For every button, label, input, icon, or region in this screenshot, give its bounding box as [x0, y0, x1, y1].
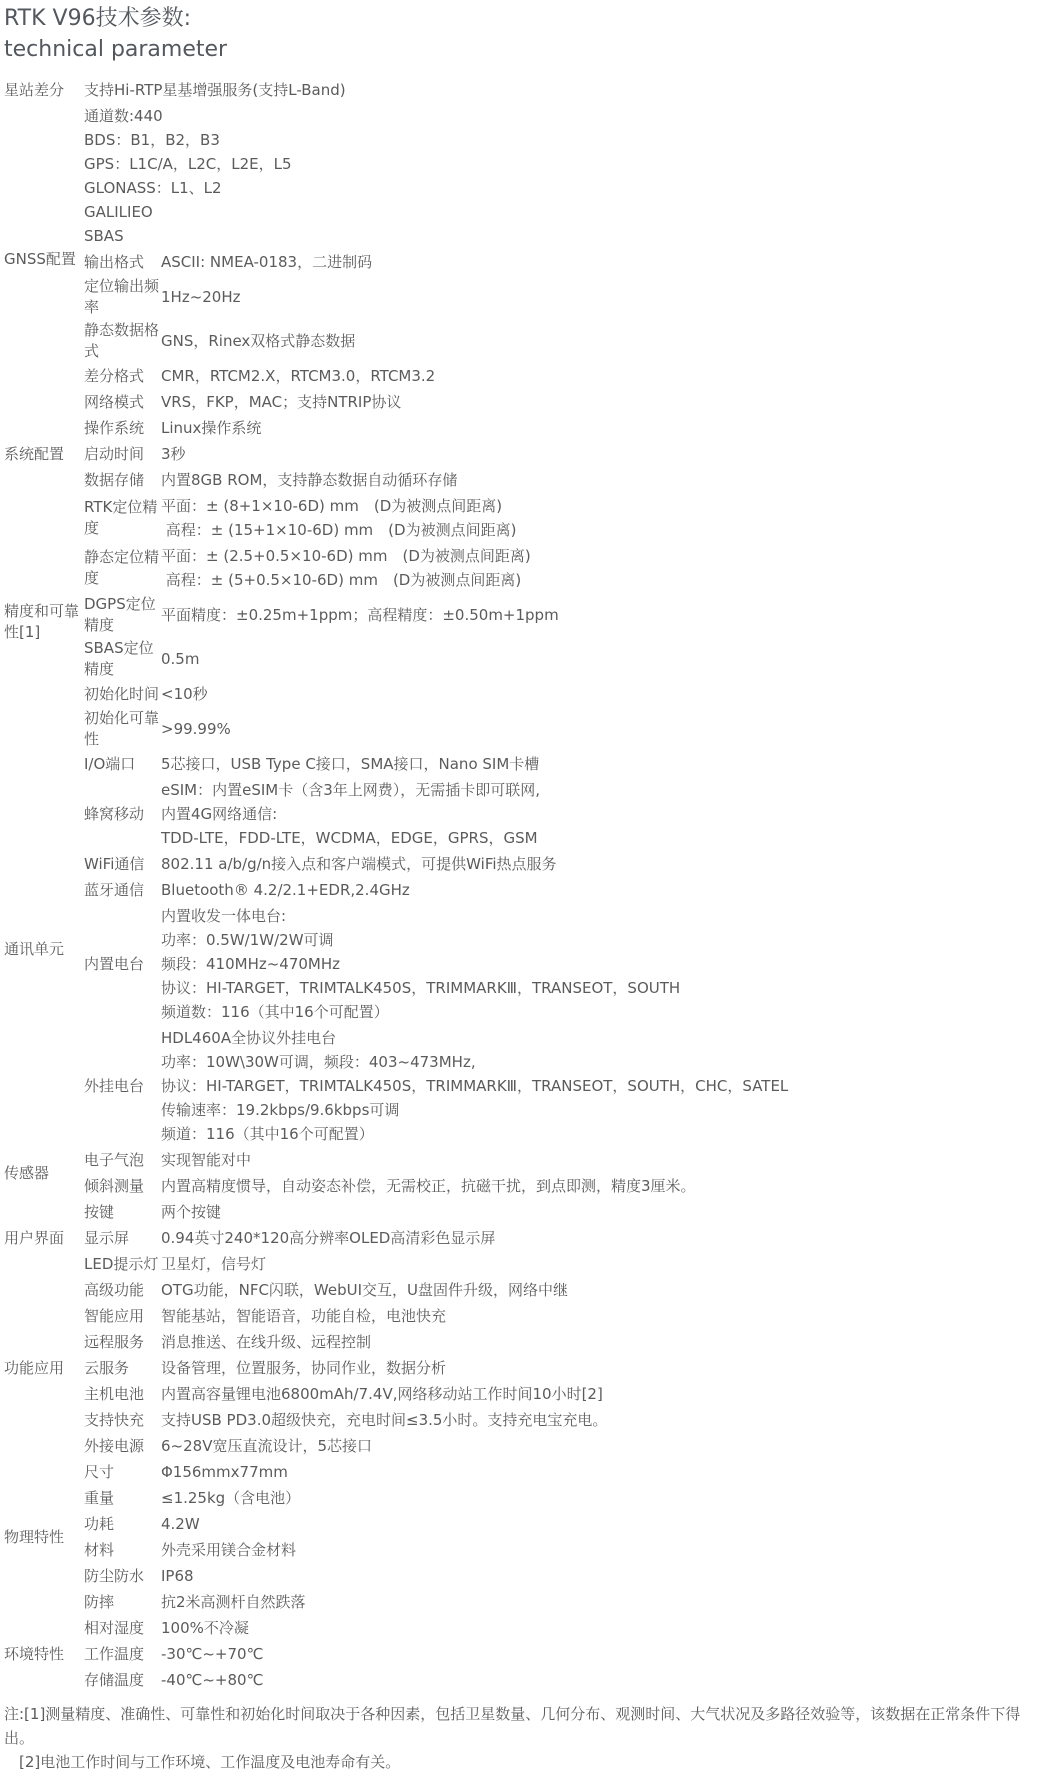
- value-cell: [161, 1277, 1034, 1303]
- value-cell: [161, 1641, 1034, 1667]
- value-line: IP68: [161, 1567, 194, 1585]
- page-title: [4, 3, 1034, 65]
- table-row: [4, 1485, 1034, 1511]
- table-row: [4, 77, 1034, 103]
- value-line: TDD-LTE，FDD-LTE，WCDMA，EDGE，GPRS，GSM: [161, 829, 538, 847]
- param-cell: 倾斜测量: [84, 1176, 145, 1195]
- value-line: 0.5m: [161, 650, 200, 668]
- value-line: 设备管理，位置服务，协同作业，数据分析: [161, 1359, 447, 1377]
- table-row: [4, 1173, 1034, 1199]
- value-line: 智能基站，智能语音，功能自检，电池快充: [161, 1307, 447, 1325]
- value-cell: [161, 1537, 1034, 1563]
- param-cell: 重量: [84, 1488, 115, 1507]
- table-row: [4, 593, 1034, 637]
- value-line: GALILIEO: [84, 203, 153, 221]
- table-row: [4, 1433, 1034, 1459]
- category-cell: 精度和可靠性[1]: [4, 602, 80, 641]
- value-line: 频道：116（其中16个可配置）: [161, 1125, 374, 1143]
- param-cell: 支持快充: [84, 1410, 145, 1429]
- table-row: [4, 1251, 1034, 1277]
- table-row: [4, 681, 1034, 707]
- table-row: [4, 1225, 1034, 1251]
- param-cell: 外接电源: [84, 1436, 145, 1455]
- value-line: 1Hz~20Hz: [161, 288, 241, 306]
- table-row: [4, 851, 1034, 877]
- value-cell: [161, 1615, 1034, 1641]
- value-cell: [161, 851, 1034, 877]
- table-row: [4, 275, 1034, 319]
- value-cell: [161, 1433, 1034, 1459]
- value-line: 消息推送、在线升级、远程控制: [161, 1333, 372, 1351]
- value-cell: [161, 1485, 1034, 1511]
- param-cell: 存储温度: [84, 1670, 145, 1689]
- value-line: 内置收发一体电台:: [161, 907, 287, 925]
- value-cell: [161, 637, 1034, 681]
- table-row: [4, 493, 1034, 543]
- param-cell: 定位输出频率: [84, 277, 160, 316]
- category-cell: 物理特性: [4, 1527, 65, 1546]
- table-row: [4, 1381, 1034, 1407]
- value-cell: [161, 903, 1034, 1025]
- value-line: VRS，FKP，MAC；支持NTRIP协议: [161, 393, 402, 411]
- value-line: 3秒: [161, 445, 186, 463]
- value-line: 抗2米高测杆自然跌落: [161, 1593, 306, 1611]
- param-cell: 按键: [84, 1202, 115, 1221]
- table-row: [4, 1147, 1034, 1173]
- value-cell: [161, 415, 1034, 441]
- table-row: [4, 1667, 1034, 1693]
- table-row: [4, 1537, 1034, 1563]
- value-line: GLONASS：L1、L2: [84, 179, 222, 197]
- value-line: GNS，Rinex双格式静态数据: [161, 332, 356, 350]
- param-cell: 防尘防水: [84, 1566, 145, 1585]
- spec-table: [4, 77, 1034, 1693]
- value-cell: [161, 777, 1034, 851]
- table-row: [4, 903, 1034, 1025]
- table-row: [4, 1355, 1034, 1381]
- value-line: -40℃~+80℃: [161, 1671, 264, 1689]
- table-row: [4, 441, 1034, 467]
- value-line: 平面：± (8+1×10-6D) mm (D为被测点间距离): [161, 497, 503, 515]
- value-line: 平面精度：±0.25m+1ppm；高程精度：±0.50m+1ppm: [161, 606, 559, 624]
- value-cell: [161, 1459, 1034, 1485]
- category-cell: 通讯单元: [4, 939, 65, 958]
- param-cell: 电子气泡: [84, 1150, 145, 1169]
- value-line: 平面：± (2.5+0.5×10-6D) mm (D为被测点间距离): [161, 547, 531, 565]
- value-line: OTG功能，NFC闪联，WebUI交互，U盘固件升级，网络中继: [161, 1281, 569, 1299]
- table-row: [4, 1563, 1034, 1589]
- value-cell: [161, 681, 1034, 707]
- table-row: [4, 1277, 1034, 1303]
- param-cell: 内置电台: [84, 954, 145, 973]
- value-cell: [161, 593, 1034, 637]
- value-cell: [161, 363, 1034, 389]
- footnote-1: 注:[1]测量精度、准确性、可靠性和初始化时间取决于各种因素，包括卫星数量、几何分布、观测时间、大气状况及多路径效验等，该数据在正常条件下得出。: [4, 1705, 1021, 1747]
- table-row: [4, 1511, 1034, 1537]
- value-cell: [161, 543, 1034, 593]
- table-row: [4, 877, 1034, 903]
- table-row: [4, 1407, 1034, 1433]
- table-row: [4, 1459, 1034, 1485]
- param-cell: 数据存储: [84, 470, 145, 489]
- param-cell: 智能应用: [84, 1306, 145, 1325]
- value-line: eSIM：内置eSIM卡（含3年上网费），无需插卡即可联网,: [161, 781, 541, 799]
- value-line: 内置4G网络通信:: [161, 805, 278, 823]
- value-line: Linux操作系统: [161, 419, 262, 437]
- value-cell: [161, 1251, 1034, 1277]
- value-line: 功率：0.5W/1W/2W可调: [161, 931, 334, 949]
- value-line: 6~28V宽压直流设计，5芯接口: [161, 1437, 373, 1455]
- param-cell: 启动时间: [84, 444, 145, 463]
- param-cell: 高级功能: [84, 1280, 145, 1299]
- param-cell: 云服务: [84, 1358, 130, 1377]
- value-line: 实现智能对中: [161, 1151, 252, 1169]
- value-line: <10秒: [161, 685, 208, 703]
- value-cell: [161, 1407, 1034, 1433]
- param-cell: 网络模式: [84, 392, 145, 411]
- value-cell: [161, 467, 1034, 493]
- param-cell: 输出格式: [84, 252, 145, 271]
- category-cell: 系统配置: [4, 444, 65, 463]
- param-cell: 外挂电台: [84, 1076, 145, 1095]
- value-cell: [161, 1147, 1034, 1173]
- param-cell: 操作系统: [84, 418, 145, 437]
- value-cell: [161, 1667, 1034, 1693]
- table-row: [4, 637, 1034, 681]
- param-cell: 差分格式: [84, 366, 145, 385]
- param-cell: 防摔: [84, 1592, 115, 1611]
- param-cell: LED提示灯: [84, 1254, 159, 1273]
- param-cell: 静态数据格式: [84, 321, 160, 360]
- value-cell: [161, 249, 1034, 275]
- value-cell: [84, 77, 1034, 103]
- table-row: [4, 777, 1034, 851]
- value-line: GPS：L1C/A，L2C，L2E，L5: [84, 155, 292, 173]
- value-line: 协议：HI-TARGET，TRIMTALK450S，TRIMMARKⅢ，TRANSEOT，SOUTH: [161, 979, 681, 997]
- param-cell: 初始化可靠性: [84, 709, 160, 748]
- table-row: [4, 1329, 1034, 1355]
- table-row: [4, 467, 1034, 493]
- param-cell: 功耗: [84, 1514, 115, 1533]
- table-row: [4, 1615, 1034, 1641]
- param-cell: 静态定位精度: [84, 548, 160, 587]
- value-cell: [161, 707, 1034, 751]
- table-row: [4, 415, 1034, 441]
- page-title-en: technical parameter: [4, 37, 228, 62]
- value-line: >99.99%: [161, 720, 231, 738]
- value-line: 支持Hi-RTP星基增强服务(支持L-Band): [84, 81, 346, 99]
- param-cell: 远程服务: [84, 1332, 145, 1351]
- value-cell: [161, 319, 1034, 363]
- value-cell: [161, 1199, 1034, 1225]
- param-cell: 尺寸: [84, 1462, 115, 1481]
- value-cell: [161, 1329, 1034, 1355]
- value-line: CMR，RTCM2.X，RTCM3.0，RTCM3.2: [161, 367, 436, 385]
- param-cell: 显示屏: [84, 1228, 130, 1247]
- value-line: 内置高精度惯导，自动姿态补偿，无需校正，抗磁干扰，到点即测，精度3厘米。: [161, 1177, 696, 1195]
- value-line: 100%不冷凝: [161, 1619, 249, 1637]
- value-cell: [161, 1381, 1034, 1407]
- footnote-2: [2]电池工作时间与工作环境、工作温度及电池寿命有关。: [4, 1753, 401, 1771]
- param-cell: 相对湿度: [84, 1618, 145, 1637]
- table-row: [4, 1589, 1034, 1615]
- value-line: 频道数：116（其中16个可配置）: [161, 1003, 389, 1021]
- category-cell: 星站差分: [4, 80, 65, 99]
- param-cell: 主机电池: [84, 1384, 145, 1403]
- value-line: 高程：± (5+0.5×10-6D) mm (D为被测点间距离): [161, 571, 522, 589]
- table-row: [4, 319, 1034, 363]
- value-line: 5芯接口，USB Type C接口，SMA接口，Nano SIM卡槽: [161, 755, 540, 773]
- param-cell: RTK定位精度: [84, 498, 158, 537]
- param-cell: 蓝牙通信: [84, 880, 145, 899]
- param-cell: WiFi通信: [84, 854, 145, 873]
- category-cell: 用户界面: [4, 1228, 65, 1247]
- value-line: 4.2W: [161, 1515, 200, 1533]
- value-cell: [161, 1355, 1034, 1381]
- param-cell: 材料: [84, 1540, 115, 1559]
- value-cell: [161, 275, 1034, 319]
- value-line: 协议：HI-TARGET，TRIMTALK450S，TRIMMARKⅢ，TRANSEOT，SOUTH，CHC，SATEL: [161, 1077, 789, 1095]
- value-cell: [161, 751, 1034, 777]
- page-title-zh: RTK V96技术参数:: [4, 6, 192, 31]
- value-line: 802.11 a/b/g/n接入点和客户端模式，可提供WiFi热点服务: [161, 855, 557, 873]
- table-row: [4, 751, 1034, 777]
- value-line: 功率：10W\30W可调，频段：403~473MHz,: [161, 1053, 476, 1071]
- value-line: BDS：B1，B2，B3: [84, 131, 220, 149]
- value-line: 高程：± (15+1×10-6D) mm (D为被测点间距离): [161, 521, 517, 539]
- value-line: ≤1.25kg（含电池）: [161, 1489, 301, 1507]
- value-line: ASCII: NMEA-0183，二进制码: [161, 253, 373, 271]
- value-cell: [161, 877, 1034, 903]
- value-cell: [161, 1225, 1034, 1251]
- value-cell: [161, 1563, 1034, 1589]
- category-cell: GNSS配置: [4, 249, 76, 268]
- value-line: -30℃~+70℃: [161, 1645, 264, 1663]
- value-line: 两个按键: [161, 1203, 222, 1221]
- table-row: [4, 363, 1034, 389]
- value-line: SBAS: [84, 227, 124, 245]
- param-cell: I/O端口: [84, 754, 136, 773]
- footnotes: [4, 1702, 1034, 1774]
- category-cell: 传感器: [4, 1163, 50, 1182]
- table-row: [4, 1199, 1034, 1225]
- table-row: [4, 543, 1034, 593]
- table-row: [4, 249, 1034, 275]
- value-line: Bluetooth® 4.2/2.1+EDR,2.4GHz: [161, 881, 410, 899]
- value-line: 频段：410MHz~470MHz: [161, 955, 341, 973]
- value-line: Φ156mmx77mm: [161, 1463, 288, 1481]
- value-cell: [161, 1303, 1034, 1329]
- param-cell: 工作温度: [84, 1644, 145, 1663]
- category-cell: 功能应用: [4, 1358, 65, 1377]
- value-cell: [161, 1025, 1034, 1147]
- table-row: [4, 707, 1034, 751]
- value-line: 0.94英寸240*120高分辨率OLED高清彩色显示屏: [161, 1229, 496, 1247]
- value-line: 内置高容量锂电池6800mAh/7.4V,网络移动站工作时间10小时[2]: [161, 1385, 603, 1403]
- param-cell: 蜂窝移动: [84, 804, 145, 823]
- param-cell: SBAS定位精度: [84, 639, 154, 678]
- table-row: [4, 389, 1034, 415]
- value-cell: [161, 493, 1034, 543]
- spec-table-body: [4, 77, 1034, 1693]
- value-cell: [161, 1173, 1034, 1199]
- value-line: HDL460A全协议外挂电台: [161, 1029, 337, 1047]
- value-cell: [161, 441, 1034, 467]
- param-cell: DGPS定位精度: [84, 595, 156, 634]
- value-line: 内置8GB ROM，支持静态数据自动循环存储: [161, 471, 458, 489]
- value-line: 通道数:440: [84, 107, 163, 125]
- value-line: 卫星灯，信号灯: [161, 1255, 267, 1273]
- param-cell: 初始化时间: [84, 684, 160, 703]
- value-cell: [161, 1589, 1034, 1615]
- value-cell: [161, 1511, 1034, 1537]
- table-row: [4, 1303, 1034, 1329]
- value-line: 支持USB PD3.0超级快充，充电时间≤3.5小时。支持充电宝充电。: [161, 1411, 608, 1429]
- value-cell: [84, 103, 1034, 249]
- table-row: [4, 1641, 1034, 1667]
- value-line: 外壳采用镁合金材料: [161, 1541, 297, 1559]
- table-row: [4, 103, 1034, 249]
- category-cell: 环境特性: [4, 1644, 65, 1663]
- value-line: 传输速率：19.2kbps/9.6kbps可调: [161, 1101, 400, 1119]
- value-cell: [161, 389, 1034, 415]
- table-row: [4, 1025, 1034, 1147]
